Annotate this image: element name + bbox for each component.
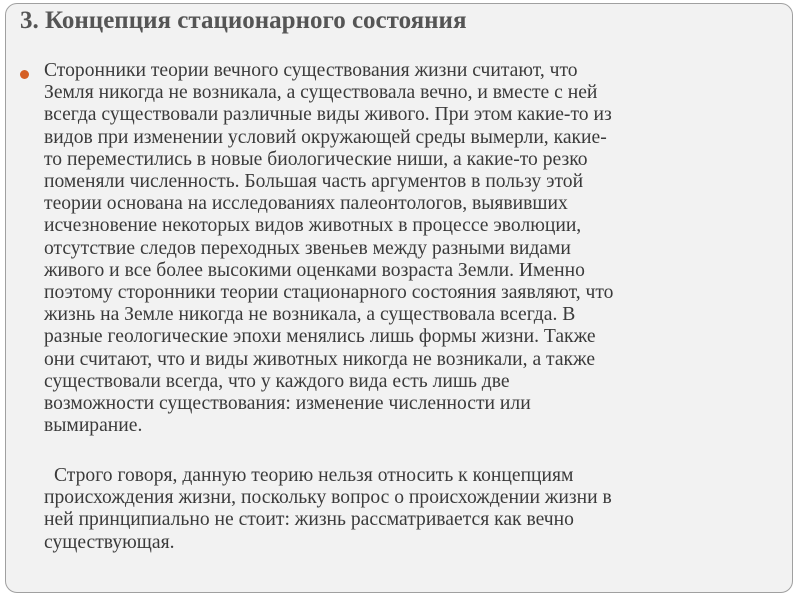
text-line: всегда существовали различные виды живого. При этом какие-то из (44, 104, 612, 126)
text-line: Сторонники теории вечного существования жизни считают, что (44, 60, 578, 81)
text-line: существующая. (44, 531, 175, 553)
text-line: то переместились в новые биологические ниши, а какие-то резко (44, 148, 588, 170)
text-line: возможности существования: изменение численности или (44, 393, 531, 415)
text-line: разные геологические эпохи менялись лишь формы жизни. Также (44, 326, 596, 348)
text-line: исчезновение некоторых видов животных в процессе эволюции, (44, 215, 582, 237)
text-line: жизнь на Земле никогда не возникала, а существовала всегда. В (44, 304, 576, 326)
text-line: они считают, что и виды животных никогда не возникали, а также (44, 348, 596, 370)
text-line: живого и все более высокими оценками возраста Земли. Именно (44, 259, 585, 281)
paragraph-1 (44, 60, 784, 437)
text-line: происхождения жизни, поскольку вопрос о происхождении жизни в (44, 487, 612, 509)
text-line: Земля никогда не возникала, а существовала вечно, и вместе с ней (44, 82, 598, 104)
bullet-dot-icon (20, 70, 29, 79)
text-line: существовали всегда, что у каждого вида есть лишь две (44, 370, 510, 392)
paragraph-2 (44, 465, 784, 554)
text-line: ней принципиально не стоит: жизнь рассматривается как вечно (44, 509, 574, 531)
text-line: вымирание. (44, 415, 143, 437)
text-line: поменяли численность. Большая часть аргументов в пользу этой (44, 171, 584, 193)
text-line: отсутствие следов переходных звеньев между разными видами (44, 237, 571, 259)
text-line: поэтому сторонники теории стационарного состояния заявляют, что (44, 282, 614, 304)
text-line: теории основана на исследованиях палеонтологов, выявивших (44, 193, 568, 215)
slide-title: 3. Концепция стационарного состояния (20, 7, 467, 34)
text-line: видов при изменении условий окружающей среды вымерли, какие- (44, 126, 607, 148)
text-line: Строго говоря, данную теорию нельзя относить к концепциям (54, 465, 574, 486)
